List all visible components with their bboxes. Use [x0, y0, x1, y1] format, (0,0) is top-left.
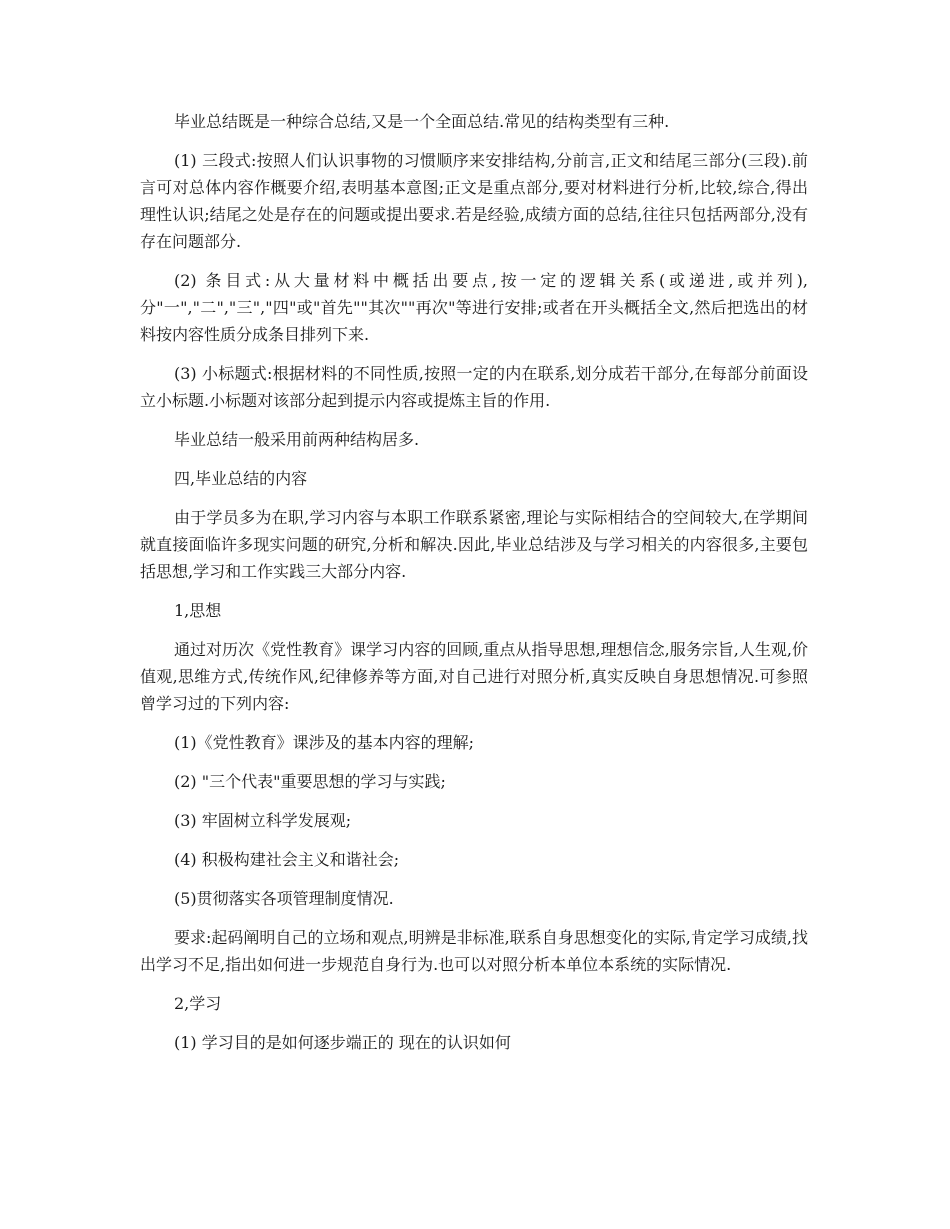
section-heading-study: 2,学习 [174, 994, 222, 1013]
paragraph-content-overview: 由于学员多为在职,学习内容与本职工作联系紧密,理论与实际相结合的空间较大,在学期间就直接面临许多现实问题的研究,分析和解决.因此,毕业总结涉及与学习相关的内容很多,主要包括思想,学习和工作实践三大部分内容. [140, 508, 808, 581]
section-heading-thought: 1,思想 [174, 601, 222, 620]
document-body [140, 108, 808, 1068]
paragraph-three-part-structure: (1) 三段式:按照人们认识事物的习惯顺序来安排结构,分前言,正文和结尾三部分(三段).前言可对总体内容作概要介绍,表明基本意图;正文是重点部分,要对材料进行分析,比较,综合,得出理性认识;结尾之处是存在的问题或提出要求.若是经验,成绩方面的总结,往往只包括两部分,没有存在问题部分. [140, 151, 808, 251]
list-item: (1)《党性教育》课涉及的基本内容的理解; [174, 733, 475, 752]
list-item: (3) 牢固树立科学发展观; [174, 811, 352, 830]
paragraph-common-structure: 毕业总结一般采用前两种结构居多. [174, 430, 420, 449]
section-heading-content: 四,毕业总结的内容 [174, 469, 308, 488]
list-item: (1) 学习目的是如何逐步端正的 现在的认识如何 [174, 1033, 511, 1052]
paragraph-subtitle-structure: (3) 小标题式:根据材料的不同性质,按照一定的内在联系,划分成若干部分,在每部分前面设立小标题.小标题对该部分起到提示内容或提炼主旨的作用. [140, 364, 808, 410]
list-item: (4) 积极构建社会主义和谐社会; [174, 850, 400, 869]
paragraph-itemized-structure: (2) 条目式:从大量材料中概括出要点,按一定的逻辑关系(或递进,或并列),分"一","二","三","四"或"首先""其次""再次"等进行安排;或者在开头概括全文,然后把选出的材料按内容性质分成条目排列下来. [140, 271, 808, 344]
paragraph-requirements: 要求:起码阐明自己的立场和观点,明辨是非标准,联系自身思想变化的实际,肯定学习成绩,找出学习不足,指出如何进一步规范自身行为.也可以对照分析本单位本系统的实际情况. [140, 928, 808, 974]
paragraph-intro: 毕业总结既是一种综合总结,又是一个全面总结.常见的结构类型有三种. [174, 112, 670, 131]
list-item: (2) "三个代表"重要思想的学习与实践; [174, 772, 446, 791]
list-item: (5)贯彻落实各项管理制度情况. [174, 889, 394, 908]
paragraph-thought-review: 通过对历次《党性教育》课学习内容的回顾,重点从指导思想,理想信念,服务宗旨,人生观,价值观,思维方式,传统作风,纪律修养等方面,对自己进行对照分析,真实反映自身思想情况.可参照曾学习过的下列内容: [140, 640, 808, 713]
